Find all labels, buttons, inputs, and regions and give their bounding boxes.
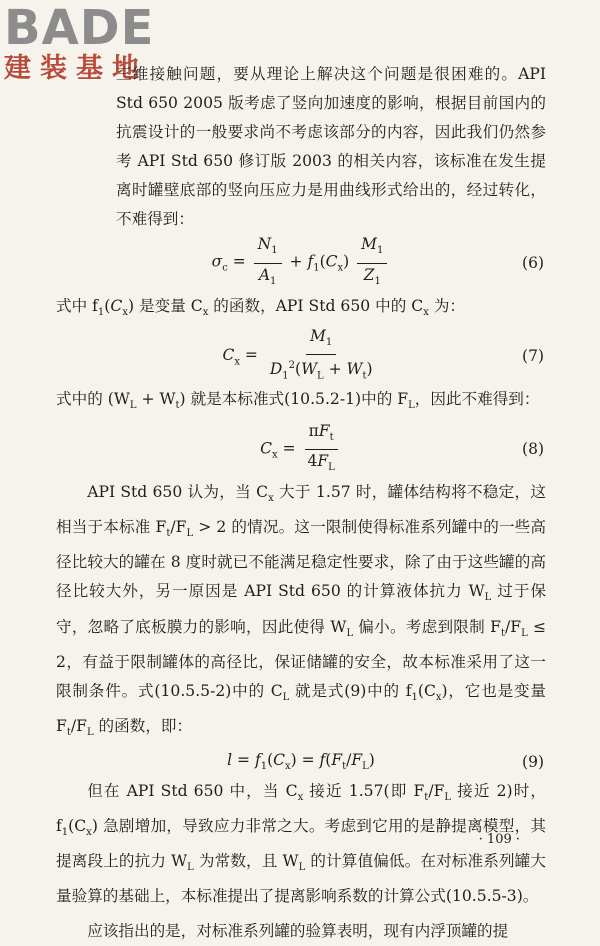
- equation-9: $l = f_1(C_x) = f(F_t/F_L)$ (9): [227, 751, 544, 773]
- paragraph-5: 但在 API Std 650 中，当 $C_x$ 接近 1.57(即 $F_t/F_L$ 接近 2)时，$f_1(C_x)$ 急剧增加，导致应力非常之大。考虑到它用的是静提离模型，其提离段上的抗力 $W_L$ 为常数，且 $W_L$ 的计算值偏低。在对标准系列罐大量验算的基础上，本标准提出了提离影响系数的计算公式(10.5.5-3)。: [56, 781, 547, 906]
- page-number: · 109 ·: [478, 832, 520, 847]
- equation-number: (8): [522, 440, 544, 459]
- page-body: [56, 60, 546, 946]
- paragraph-1: 三维接触问题，要从理论上解决这个问题是很困难的。API Std 650 2005 版考虑了竖向加速度的影响，根据目前国内的抗震设计的一般要求尚不考虑该部分的内容，因此我们仍然参考 API Std 650 修订版 2003 的相关内容，该标准在发生提离时罐壁底部的竖向压应力是用曲线形式给出的，经过转化，不难得到：: [116, 65, 546, 228]
- equation-number: (7): [522, 347, 544, 366]
- paragraph-6: 应该指出的是，对标准系列罐的验算表明，现有内浮顶罐的提: [87, 922, 509, 941]
- equation-8: $C_x$ = $\frac{\pi F_t}{4F_L}$ (8): [260, 421, 544, 473]
- equation-number: (6): [522, 254, 544, 272]
- equation-7: $C_x$ = $\frac{M_1}{D_1^2(W_L + W_t)}$ (7): [222, 326, 544, 382]
- logo-subtitle: 建装基地: [4, 53, 148, 84]
- logo-brand: BADE: [4, 0, 155, 56]
- paragraph-4: API Std 650 认为，当 $C_x$ 大于 1.57 时，罐体结构将不稳定，这相当于本标准 $F_t/F_L > 2$ 的情况。这一限制使得标准系列罐中的一些高径比较大的罐在 8 度时就已不能满足稳定性要求，除了由于这些罐的高径比较大外，另一原因是 API Std 650 的计算液体抗力 $W_L$ 过于保守，忽略了底板膜力的影响，因此使得 $W_L$ 偏小。考虑到限制 $F_t/F_L \le 2$，有益于限制罐体的高径比，保证储罐的安全，故本标准采用了这一限制条件。式(10.5.5-2)中的 $C_L$ 就是式(9)中的 $f_1(C_x)$，它也是变量 $F_t/F_L$ 的函数，即：: [56, 483, 547, 738]
- paragraph-3: 式中的 $(W_L + W_t)$ 就是本标准式(10.5.2-1)中的 $F_L$，因此不难得到：: [56, 390, 540, 412]
- equation-number: (9): [522, 752, 544, 771]
- paragraph-2: 式中 $f_1(C_x)$ 是变量 $C_x$ 的函数，API Std 650 中的 $C_x$ 为：: [56, 297, 466, 319]
- equation-6: $\sigma_c$ = $\frac{N_1}{A_1}$ + $f_1(C_x)$ $\frac{M_1}{Z_1}$ (6): [211, 235, 544, 287]
